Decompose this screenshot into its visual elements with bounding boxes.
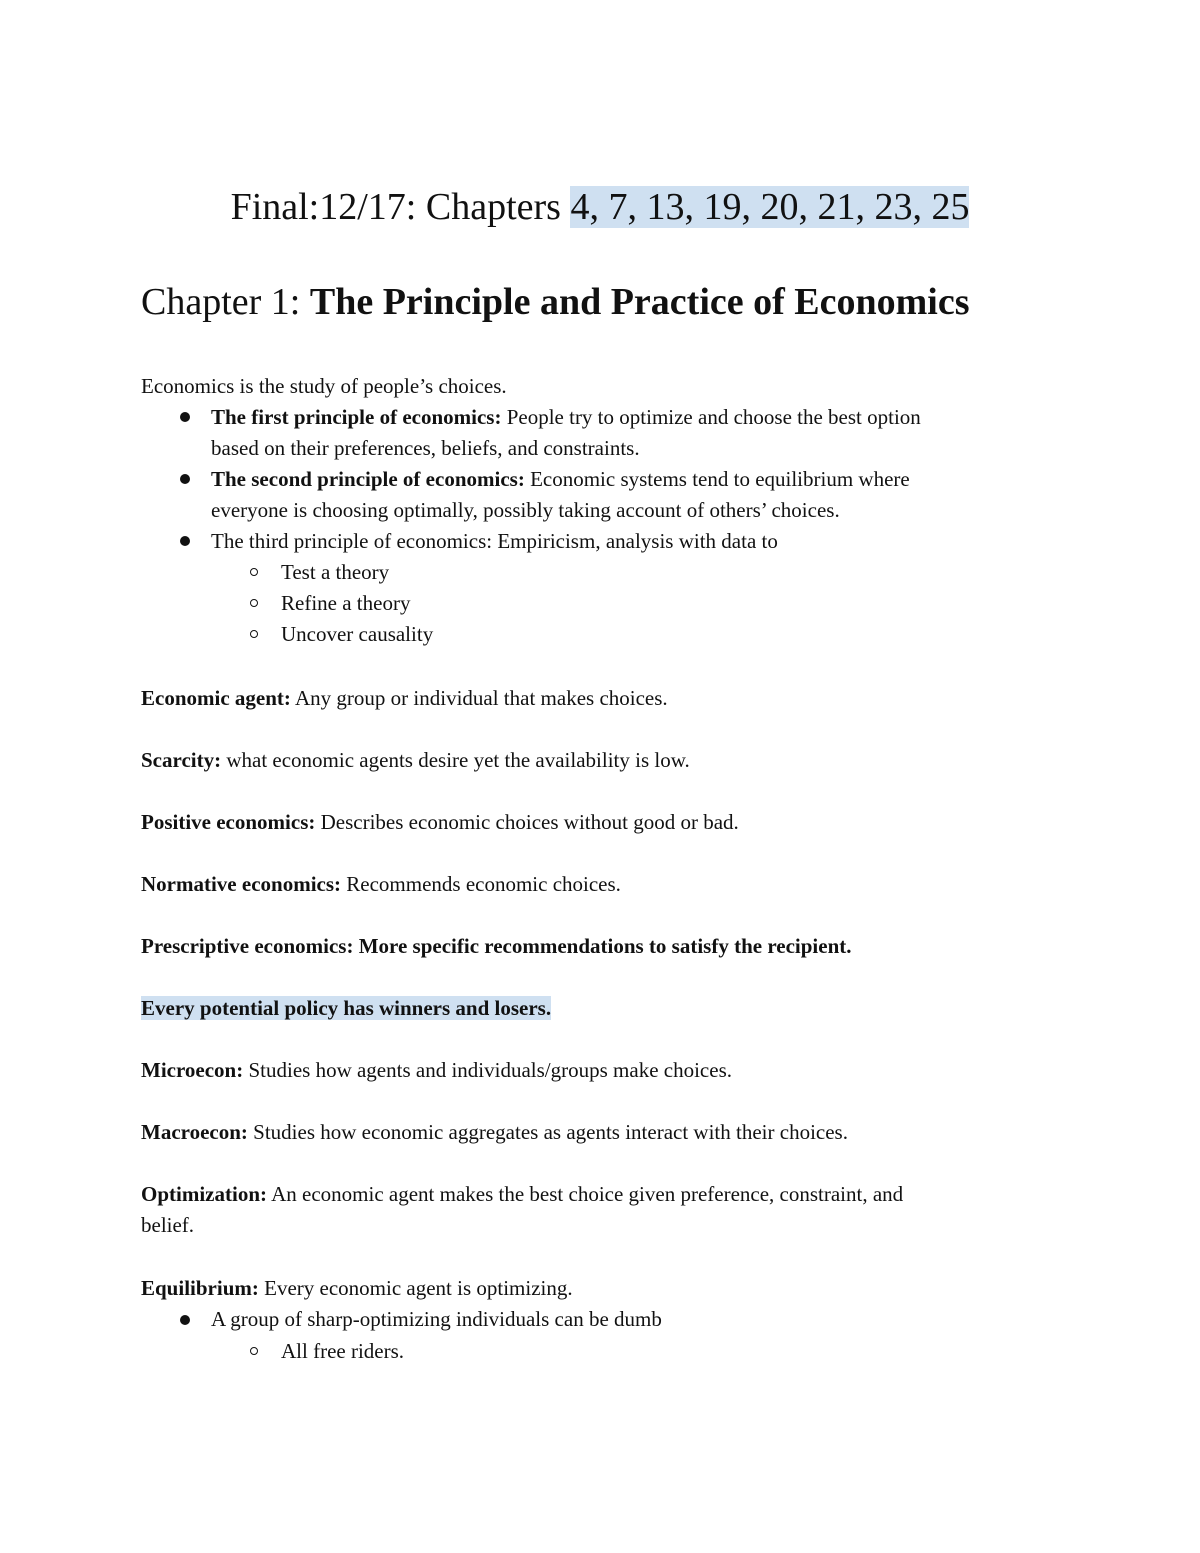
definition-text: Every economic agent is optimizing. [258,1276,573,1300]
definition-term: Economic agent: [141,686,291,710]
definition-economic-agent [141,683,668,714]
definition-term: Equilibrium: [141,1276,259,1300]
definition-text: Studies how agents and individuals/groups make choices. [243,1058,732,1082]
highlighted-chapters: 4, 7, 13, 19, 20, 21, 23, 25 [570,186,970,228]
sub-list-item: All free riders. [281,1339,405,1363]
definition-macroecon [141,1117,848,1148]
title-prefix: Final:12/17: Chapters [230,186,571,228]
list-item [211,402,921,433]
definition-term: Optimization: [141,1182,267,1206]
definition-optimization [141,1179,903,1210]
principle-text-continued: based on their preferences, beliefs, and constraints. [211,436,640,460]
definition-term: Scarcity: [141,748,222,772]
definition-text-continued: belief. [141,1213,195,1237]
definition-term: Positive economics: [141,810,316,834]
principle-term: The first principle of economics: [211,405,502,429]
definition-term: Normative economics: [141,872,342,896]
definition-text: Describes economic choices without good or bad. [315,810,739,834]
document-title [0,183,1200,231]
definition-microecon [141,1055,732,1086]
sub-bullet-icon [250,630,258,638]
sub-bullet-icon [250,1347,258,1355]
sub-bullet-icon [250,599,258,607]
policy-statement: Every potential policy has winners and losers. [141,996,552,1020]
definition-scarcity [141,745,690,776]
definition-term: Microecon: [141,1058,244,1082]
definition-term: Macroecon: [141,1120,248,1144]
definition-text: Any group or individual that makes choices. [290,686,668,710]
list-item: A group of sharp-optimizing individuals can be dumb [211,1307,662,1331]
definition-prescriptive-economics: Prescriptive economics: More specific recommendations to satisfy the recipient. [141,934,852,958]
definition-text: An economic agent makes the best choice given preference, constraint, and [267,1182,904,1206]
sub-bullet-icon [250,568,258,576]
chapter-number: Chapter 1: [141,281,310,323]
list-item [211,464,910,495]
principle-text: Economic systems tend to equilibrium where [524,467,910,491]
bullet-icon [180,536,190,546]
bullet-icon [180,1315,190,1325]
principle-term: The second principle of economics: [211,467,525,491]
principle-text-continued: everyone is choosing optimally, possibly taking account of others’ choices. [211,498,840,522]
chapter-name: The Principle and Practice of Economics [309,281,970,323]
definition-text: what economic agents desire yet the availability is low. [221,748,690,772]
bullet-icon [180,474,190,484]
intro-paragraph: Economics is the study of people’s choices. [141,374,507,398]
principle-text: People try to optimize and choose the best option [501,405,921,429]
sub-list-item: Refine a theory [281,591,411,615]
definition-text: Recommends economic choices. [341,872,621,896]
bullet-icon [180,412,190,422]
definition-equilibrium [141,1273,573,1304]
chapter-heading [141,278,969,326]
sub-list-item: Uncover causality [281,622,434,646]
sub-list-item: Test a theory [281,560,390,584]
definition-text: Studies how economic aggregates as agents interact with their choices. [247,1120,848,1144]
definition-normative-economics [141,869,621,900]
list-item: The third principle of economics: Empiricism, analysis with data to [211,529,778,553]
highlighted-statement [141,993,551,1024]
definition-positive-economics [141,807,739,838]
